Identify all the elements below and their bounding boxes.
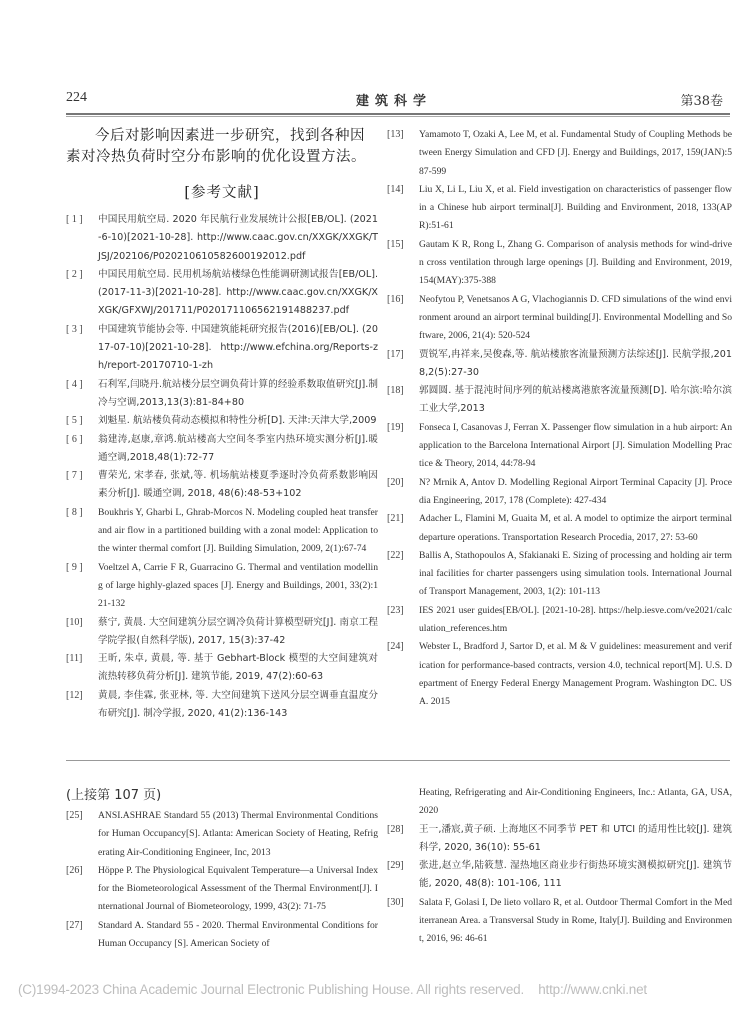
reference-text: 中国民用航空局. 2020 年民航行业发展统计公报[EB/OL]. (2021-6-10)[2021-10-28]. http://www.caac.gov.cn/XXGK/XXGK/TJSJ/202106/P020210610582600192012.pdf <box>98 214 378 262</box>
reference-item <box>387 821 732 858</box>
reference-item <box>387 638 732 711</box>
reference-number: [22] <box>387 549 404 561</box>
reference-text: 翁建涛,赵康,章鸿.航站楼高大空间冬季室内热环境实测分析[J].暖通空调,2018,48(1):72-77 <box>98 433 378 463</box>
reference-item <box>387 474 732 511</box>
reference-number: [ 6 ] <box>66 433 83 445</box>
reference-text: Voeltzel A, Carrie F R, Guarracino G. Thermal and ventilation modelling of large highly-glazed spaces [J]. Energy and Buildings, 2001, 33(2):121-132 <box>98 561 378 610</box>
continuation-left-column <box>66 784 378 953</box>
intro-paragraph: 今后对影响因素进一步研究，找到各种因素对冷热负荷时空分布影响的优化设置方法。 <box>66 128 366 165</box>
reference-text: Höppe P. The Physiological Equivalent Temperature—a Universal Index for the Biometeorological Assessment of the Thermal Environment[J]. International Journal of Biometeorology, 1999, 43(2): 71-75 <box>98 864 378 913</box>
reference-number: [10] <box>66 616 83 628</box>
reference-text: 刘魁星. 航站楼负荷动态模拟和特性分析[D]. 天津:天津大学,2009 <box>98 415 377 427</box>
reference-item <box>387 291 732 346</box>
reference-item <box>66 266 378 321</box>
reference-item <box>66 650 378 687</box>
left-column <box>66 126 378 723</box>
reference-item <box>387 346 732 383</box>
reference-number: [ 8 ] <box>66 506 83 518</box>
reference-item <box>387 382 732 419</box>
reference-number: [17] <box>387 348 404 360</box>
header-rule-thin <box>66 116 730 117</box>
reference-text: 贾锐军,冉祥来,吴俊森,等. 航站楼旅客流量预测方法综述[J]. 民航学报,2018,2(5):27-30 <box>419 348 732 378</box>
reference-item <box>387 510 732 547</box>
reference-text: Boukhris Y, Gharbi L, Ghrab-Morcos N. Modeling coupled heat transfer and air flow in a partitioned building with a zonal model: Application to the winter thermal comfort [J]. Building Simulation, 2009, 2(1):67-74 <box>98 506 378 555</box>
reference-item <box>387 547 732 602</box>
continuation-list-right <box>387 821 732 949</box>
reference-item <box>66 504 378 559</box>
reference-text: 王一,潘宸,黄子硕. 上海地区不同季节 PET 和 UTCI 的适用性比较[J]. 建筑科学, 2020, 36(10): 55-61 <box>419 823 732 853</box>
reference-number: [ 2 ] <box>66 268 83 280</box>
reference-number: [13] <box>387 129 404 140</box>
reference-number: [ 5 ] <box>66 415 83 427</box>
reference-number: [30] <box>387 896 404 908</box>
reference-text: Neofytou P, Venetsanos A G, Vlachogiannis D. CFD simulations of the wind environment around an airport terminal building[J]. Environmental Modelling and Software, 2006, 21(4): 520-524 <box>419 293 732 342</box>
copyright-footer: (C)1994-2023 China Academic Journal Electronic Publishing House. All rights reserved. http://www.cnki.net <box>18 982 647 997</box>
page-number: 224 <box>66 90 87 105</box>
reference-text: ANSI.ASHRAE Standard 55 (2013) Thermal Environmental Conditions for Human Occupancy[S]. Atlanta: American Society of Heating, Refrigerating Air-Conditioning Engineer, Inc, 2013 <box>98 810 378 858</box>
reference-item <box>66 559 378 614</box>
reference-text: 中国民用航空局. 民用机场航站楼绿色性能调研测试报告[EB/OL]. (2017-11-3)[2021-10-28]. http://www.caac.gov.cn/XXGK/XXGK/GFXWJ/201711/P020171106562191488237.pdf <box>98 268 378 317</box>
references-list-right <box>387 126 732 712</box>
reference-item <box>387 181 732 236</box>
reference-number: [ 3 ] <box>66 323 83 335</box>
reference-item <box>387 857 732 894</box>
reference-number: [14] <box>387 183 404 195</box>
reference-text: Salata F, Golasi I, De lieto vollaro R, et al. Outdoor Thermal Comfort in the Mediterranean Area. a Transversal Study in Rome, Italy[J]. Building and Environment, 2016, 96: 46-61 <box>419 896 732 945</box>
reference-item <box>66 412 378 430</box>
reference-text: Standard A. Standard 55 - 2020. Thermal Environmental Conditions for Human Occupancy [S]. American Society of <box>98 919 378 950</box>
reference-item <box>66 431 378 468</box>
reference-item <box>66 321 378 376</box>
reference-number: [ 7 ] <box>66 470 83 482</box>
reference-item <box>387 419 732 474</box>
reference-item <box>66 807 378 862</box>
reference-number: [ 9 ] <box>66 561 83 573</box>
references-title: [参考文献] <box>184 185 260 201</box>
right-column <box>387 126 732 712</box>
reference-item <box>387 894 732 949</box>
reference-item <box>66 687 378 724</box>
reference-number: [21] <box>387 513 404 525</box>
reference-number: [15] <box>387 238 404 250</box>
reference-item <box>387 126 732 181</box>
reference-text: Liu X, Li L, Liu X, et al. Field investigation on characteristics of passenger flow in a Chinese hub airport terminal[J]. Building and Environment, 2018, 133(APR):51-61 <box>419 183 732 232</box>
reference-text: 中国建筑节能协会等. 中国建筑能耗研究报告(2016)[EB/OL]. (2017-07-10)[2021-10-28]. http://www.efchina.org/Reports-zh/report-20170710-1-zh <box>98 323 378 372</box>
reference-text: N? Mrnik A, Antov D. Modelling Regional Airport Terminal Capacity [J]. Procedia Engineering, 2017, 178 (Complete): 427-434 <box>419 476 732 506</box>
reference-item <box>66 467 378 504</box>
reference-item <box>387 602 732 639</box>
reference-text: IES 2021 user guides[EB/OL]. [2021-10-28]. https://help.iesve.com/ve2021/calculation_references.htm <box>419 604 732 635</box>
reference-text: Ballis A, Stathopoulos A, Sfakianaki E. Sizing of processing and holding air terminal facilities for charter passengers using simulation tools. International Journal of Transport Management, 2003, 1(2): 101-113 <box>419 549 732 598</box>
reference-number: [11] <box>66 653 83 665</box>
reference-text: 黄晨, 李佳霖, 张亚林, 等. 大空间建筑下送风分层空调垂直温度分布研究[J]. 制冷学报, 2020, 41(2):136-143 <box>98 689 378 720</box>
reference-text: Adacher L, Flamini M, Guaita M, et al. A model to optimize the airport terminal departure operations. Transportation Research Procedia, 2017, 27: 53-60 <box>419 513 732 543</box>
continuation-right-column <box>387 784 732 949</box>
reference-number: [18] <box>387 385 404 397</box>
reference-number: [12] <box>66 689 83 701</box>
reference-number: [28] <box>387 823 404 835</box>
section-divider <box>66 760 730 761</box>
reference-carryover <box>387 784 732 821</box>
reference-text: Heating, Refrigerating and Air-Conditioning Engineers, Inc.: Atlanta, GA, USA, 2020 <box>419 787 732 817</box>
continuation-label: (上接第 107 页) <box>66 788 162 803</box>
reference-item <box>66 211 378 266</box>
reference-number: [26] <box>66 864 83 876</box>
reference-item <box>66 614 378 651</box>
reference-text: Yamamoto T, Ozaki A, Lee M, et al. Fundamental Study of Coupling Methods between Energy Simulation and CFD [J]. Energy and Buildings, 2017, 159(JAN):587-599 <box>419 129 732 177</box>
reference-number: [27] <box>66 919 83 931</box>
reference-number: [29] <box>387 860 404 872</box>
reference-text: Fonseca I, Casanovas J, Ferran X. Passenger flow simulation in a hub airport: An application to the Barcelona International Airport [J]. Simulation Modelling Practice & Theory, 2014, 44:78-94 <box>419 421 732 470</box>
reference-text: 张进,赵立华,陆筱慧. 湿热地区商业步行街热环境实测模拟研究[J]. 建筑节能, 2020, 48(8): 101-106, 111 <box>419 860 732 890</box>
references-list-left <box>66 211 378 723</box>
reference-text: Gautam K R, Rong L, Zhang G. Comparison of analysis methods for wind-driven cross ventilation through large openings [J]. Building and Environment, 2019, 154(MAY):375-388 <box>419 238 732 287</box>
reference-number: [25] <box>66 810 83 821</box>
reference-item <box>66 862 378 917</box>
reference-number: [20] <box>387 476 404 488</box>
reference-text: 石利军,闫晓丹.航站楼分层空调负荷计算的经验系数取值研究[J].制冷与空调,2013,13(3):81-84+80 <box>98 378 378 408</box>
reference-text: 曹荣光, 宋孝春, 张斌,等. 机场航站楼夏季逐时冷负荷系数影响因素分析[J]. 暖通空调, 2018, 48(6):48-53+102 <box>98 470 378 500</box>
reference-number: [16] <box>387 293 404 305</box>
reference-number: [23] <box>387 604 404 616</box>
reference-item <box>387 236 732 291</box>
reference-text: 王昕, 朱卓, 黄晨, 等. 基于 Gebhart-Block 模型的大空间建筑对流热转移负荷分析[J]. 建筑节能, 2019, 47(2):60-63 <box>98 653 378 683</box>
reference-number: [ 4 ] <box>66 378 83 390</box>
reference-number: [24] <box>387 641 404 653</box>
reference-text: 蔡宁, 黄晨. 大空间建筑分层空调冷负荷计算模型研究[J]. 南京工程学院学报(自然科学版), 2017, 15(3):37-42 <box>98 616 378 646</box>
reference-item <box>66 917 378 954</box>
reference-text: Webster L, Bradford J, Sartor D, et al. M & V guidelines: measurement and verification for performance-based contracts, version 4.0, technical report[M]. U.S. Department of Energy Federal Energy Management Program. Washington DC. USA. 2015 <box>419 641 732 708</box>
volume-label: 第38卷 <box>680 94 723 109</box>
page-header <box>66 90 733 112</box>
journal-name: 建筑科学 <box>356 94 433 109</box>
continuation-list-left <box>66 807 378 953</box>
reference-number: [ 1 ] <box>66 214 83 225</box>
reference-item <box>66 376 378 413</box>
reference-text: 郭圆圆. 基于混沌时间序列的航站楼离港旅客流量预测[D]. 哈尔滨:哈尔滨工业大学,2013 <box>419 385 732 415</box>
reference-number: [19] <box>387 421 404 433</box>
header-rule <box>66 113 730 115</box>
